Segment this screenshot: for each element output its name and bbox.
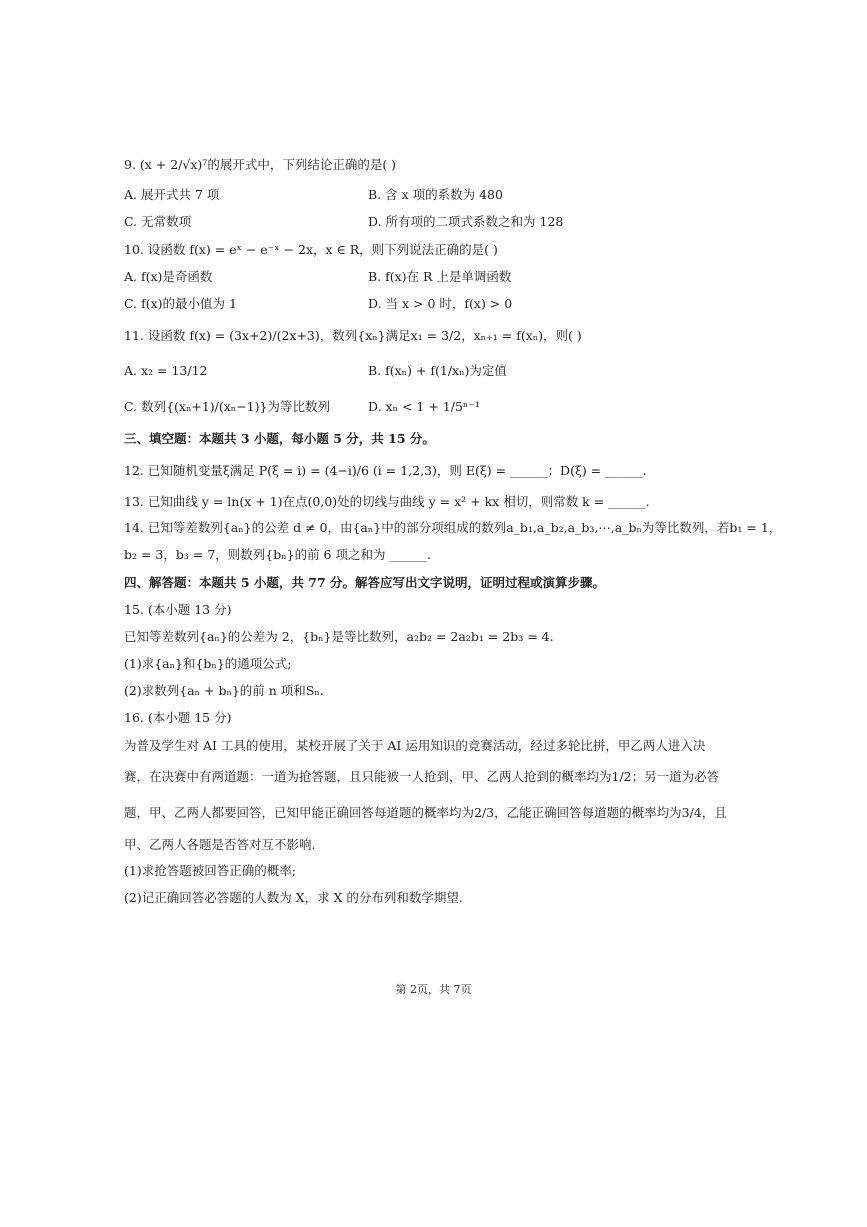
- section-4-heading: 四、解答题：本题共 5 小题，共 77 分。解答应写出文字说明，证明过程或演算步骤。: [124, 575, 606, 590]
- q9-option-b: B. 含 x 项的系数为 480: [368, 187, 503, 202]
- q15-part-2: (2)求数列{aₙ + bₙ}的前 n 项和Sₙ.: [124, 683, 324, 698]
- q9-stem: 9. (x + 2/√x)⁷的展开式中，下列结论正确的是( ): [124, 157, 397, 172]
- q16-line-3: 题，甲、乙两人都要回答，已知甲能正确回答每道题的概率均为2/3，乙能正确回答每道题的概率均为3/4，且: [124, 805, 727, 820]
- q11-option-a: A. x₂ = 13/12: [124, 363, 208, 378]
- q16-part-1: (1)求抢答题被回答正确的概率;: [124, 863, 296, 878]
- q11-option-b: B. f(xₙ) + f(1/xₙ)为定值: [368, 363, 507, 378]
- q16-line-1: 为普及学生对 AI 工具的使用，某校开展了关于 AI 运用知识的竞赛活动，经过多轮比拼，甲乙两人进入决: [124, 738, 706, 753]
- q14-line-1: 14. 已知等差数列{aₙ}的公差 d ≠ 0，由{aₙ}中的部分项组成的数列a_b₁,a_b₂,a_b₃,⋯,a_bₙ为等比数列，若b₁ = 1，: [124, 520, 782, 535]
- q11-stem: 11. 设函数 f(x) = (3x+2)/(2x+3)，数列{xₙ}满足x₁ = 3/2，xₙ₊₁ = f(xₙ)，则( ): [124, 328, 582, 343]
- q10-stem: 10. 设函数 f(x) = eˣ − e⁻ˣ − 2x，x ∈ R，则下列说法正确的是( ): [124, 242, 498, 257]
- q9-option-d: D. 所有项的二项式系数之和为 128: [368, 214, 564, 229]
- q12-text: 12. 已知随机变量ξ满足 P(ξ = i) = (4−i)/6 (i = 1,2,3)，则 E(ξ) = ______；D(ξ) = ______.: [124, 463, 647, 478]
- q16-part-2: (2)记正确回答必答题的人数为 X，求 X 的分布列和数学期望.: [124, 890, 463, 905]
- q13-text: 13. 已知曲线 y = ln(x + 1)在点(0,0)处的切线与曲线 y = x² + kx 相切，则常数 k = ______.: [124, 494, 650, 509]
- q16-title: 16. (本小题 15 分): [124, 710, 232, 725]
- q15-part-1: (1)求{aₙ}和{bₙ}的通项公式;: [124, 656, 292, 671]
- q16-line-4: 甲、乙两人各题是否答对互不影响.: [124, 837, 316, 852]
- q9-option-c: C. 无常数项: [124, 214, 192, 229]
- section-3-heading: 三、填空题：本题共 3 小题，每小题 5 分，共 15 分。: [124, 431, 435, 446]
- q10-option-a: A. f(x)是奇函数: [124, 269, 213, 284]
- q16-line-2: 赛，在决赛中有两道题：一道为抢答题，且只能被一人抢到，甲、乙两人抢到的概率均为1/2；另一道为必答: [124, 769, 720, 784]
- q15-title: 15. (本小题 13 分): [124, 602, 232, 617]
- q15-stem: 已知等差数列{aₙ}的公差为 2，{bₙ}是等比数列，a₂b₂ = 2a₂b₁ = 2b₃ = 4.: [124, 629, 554, 644]
- q10-option-d: D. 当 x > 0 时，f(x) > 0: [368, 296, 513, 311]
- q10-option-b: B. f(x)在 R 上是单调函数: [368, 269, 512, 284]
- q10-option-c: C. f(x)的最小值为 1: [124, 296, 237, 311]
- q11-option-c: C. 数列{(xₙ+1)/(xₙ−1)}为等比数列: [124, 399, 330, 414]
- q11-option-d: D. xₙ < 1 + 1/5ⁿ⁻¹: [368, 399, 480, 414]
- page-footer: 第 2页，共 7页: [395, 983, 472, 996]
- q9-option-a: A. 展开式共 7 项: [124, 187, 220, 202]
- q14-line-2: b₂ = 3，b₃ = 7，则数列{bₙ}的前 6 项之和为 ______.: [124, 547, 431, 562]
